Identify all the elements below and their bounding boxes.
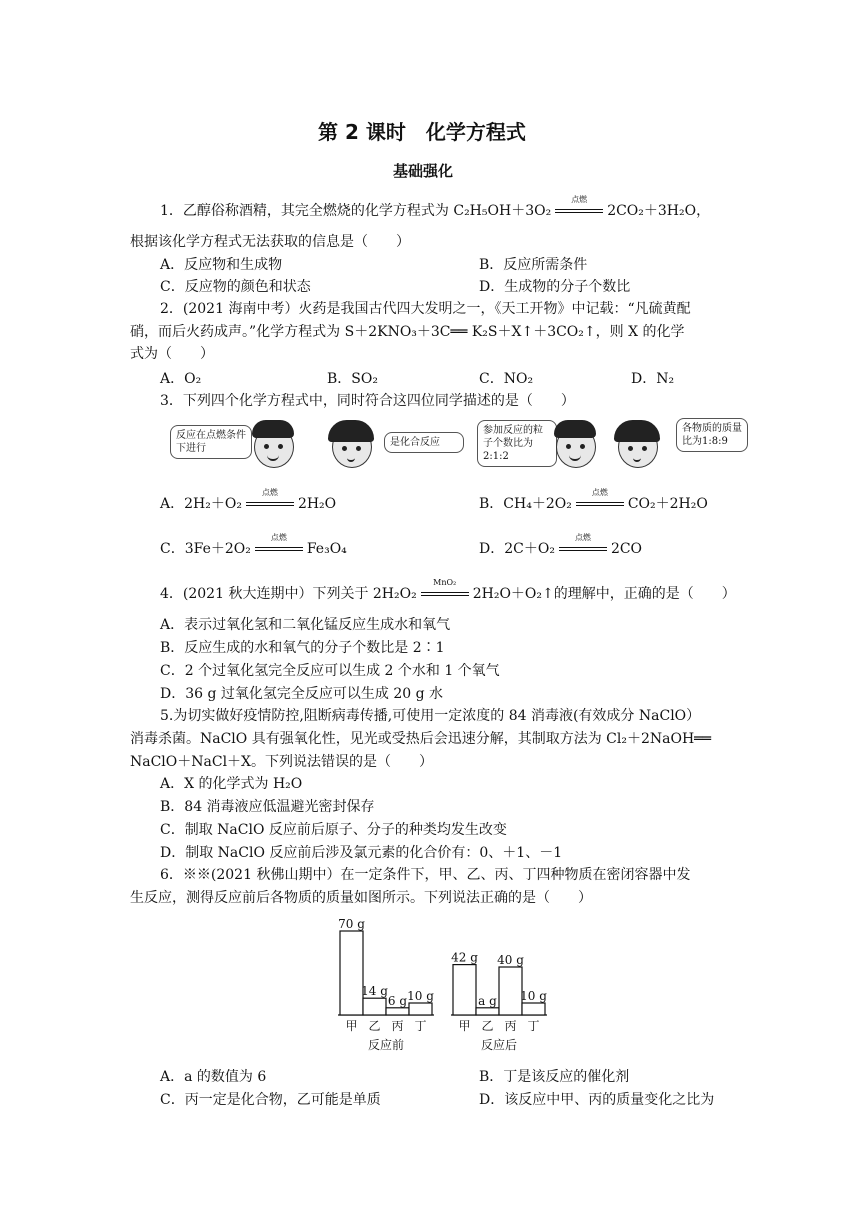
bar-after-3 [522, 1003, 545, 1015]
q1-option-c[interactable]: C．反应物的颜色和状态 [160, 279, 311, 295]
student-1-icon [250, 418, 296, 470]
q5-option-c[interactable]: C．制取 NaClO 反应前后原子、分子的种类均发生改变 [160, 822, 507, 838]
bar-before-2 [386, 1008, 409, 1015]
bar-value-label: a g [478, 993, 497, 1008]
bar-value-label: 6 g [387, 993, 408, 1008]
student-4-icon [614, 418, 660, 470]
reaction-arrow: 点燃 [555, 204, 603, 218]
q6-option-c[interactable]: C．丙一定是化合物，乙可能是单质 [160, 1092, 381, 1108]
q3-bubble-1: 反应在点燃条件下进行 [170, 425, 252, 459]
q6-option-a[interactable]: A．a 的数值为 6 [160, 1069, 267, 1085]
category-label: 甲 [458, 1019, 471, 1033]
q5-option-d[interactable]: D．制取 NaClO 反应前后涉及氯元素的化合价有：0、＋1、－1 [160, 845, 563, 861]
q2-stem-line3: 式为（ ） [130, 346, 214, 362]
bar-after-2 [499, 967, 522, 1015]
reaction-arrow: 点燃 [576, 497, 624, 511]
bar-before-1 [363, 998, 386, 1015]
reaction-arrow: 点燃 [255, 542, 303, 556]
bar-before-0 [340, 931, 363, 1015]
q6-option-b[interactable]: B．丁是该反应的催化剂 [479, 1069, 630, 1085]
q4-option-d[interactable]: D．36 g 过氧化氢完全反应可以生成 20 g 水 [160, 686, 444, 702]
page-title: 第 2 课时 化学方程式 [318, 120, 526, 144]
q2-option-d[interactable]: D．N₂ [631, 371, 675, 387]
q3-option-c[interactable]: C．3Fe＋2O₂ 点燃 Fe₃O₄ [160, 533, 347, 557]
q2-option-b[interactable]: B．SO₂ [327, 371, 378, 387]
category-label: 甲 [345, 1019, 358, 1033]
q6-stem-line1: 6．※※(2021 秋佛山期中）在一定条件下，甲、乙、丙、丁四种物质在密闭容器中发 [160, 867, 691, 883]
q1-stem-left: 1．乙醇俗称酒精，其完全燃烧的化学方程式为 C₂H₅OH＋3O₂ [160, 203, 552, 219]
bar-after-0 [453, 965, 476, 1015]
q6-bar-charts [320, 915, 570, 1060]
q3-bubble-4: 各物质的质量比为1:8:9 [676, 418, 748, 452]
q1-option-d[interactable]: D．生成物的分子个数比 [479, 279, 631, 295]
reaction-arrow: 点燃 [246, 497, 294, 511]
bar-value-label: 70 g [338, 917, 365, 931]
bar-after-1 [476, 1008, 499, 1015]
q3-stem: 3．下列四个化学方程式中，同时符合这四位同学描述的是（ ） [160, 393, 575, 409]
q2-stem-line1: 2．(2021 海南中考）火药是我国古代四大发明之一，《天工开物》中记载：“凡硫黄配 [160, 301, 691, 317]
q2-option-c[interactable]: C．NO₂ [479, 371, 534, 387]
q4-stem: 4．(2021 秋大连期中）下列关于 2H₂O₂ MnO₂ 2H₂O＋O₂↑的理解中，正确的是（ ） [160, 578, 736, 602]
chart-title: 反应前 [367, 1038, 405, 1052]
q5-option-a[interactable]: A．X 的化学式为 H₂O [160, 776, 303, 792]
category-label: 乙 [481, 1019, 494, 1033]
section-title: 基础强化 [393, 162, 454, 180]
category-label: 乙 [368, 1019, 381, 1033]
category-label: 丁 [527, 1019, 540, 1033]
q4-option-c[interactable]: C．2 个过氧化氢完全反应可以生成 2 个水和 1 个氧气 [160, 663, 500, 679]
q1-stem-line1 [160, 195, 711, 221]
bar-value-label: 10 g [520, 989, 547, 1003]
q6-option-d[interactable]: D．该反应中甲、丙的质量变化之比为 [479, 1092, 715, 1108]
student-2-icon [328, 418, 374, 470]
bar-before-3 [409, 1003, 432, 1015]
category-label: 丙 [504, 1019, 517, 1033]
bar-value-label: 40 g [497, 953, 524, 967]
q2-option-a[interactable]: A．O₂ [160, 371, 202, 387]
student-3-icon [552, 418, 598, 470]
category-label: 丁 [414, 1019, 427, 1033]
bar-value-label: 42 g [451, 950, 478, 965]
q4-option-b[interactable]: B．反应生成的水和氧气的分子个数比是 2∶1 [160, 640, 445, 656]
q1-stem-right: 2CO₂＋3H₂O， [607, 203, 711, 219]
q3-bubble-3: 参加反应的粒子个数比为2:1:2 [477, 420, 557, 467]
q3-bubble-2: 是化合反应 [384, 432, 464, 453]
q1-option-b[interactable]: B．反应所需条件 [479, 257, 588, 273]
chart-title: 反应后 [480, 1038, 518, 1052]
q3-option-b[interactable]: B．CH₄＋2O₂ 点燃 CO₂＋2H₂O [479, 488, 708, 512]
bar-value-label: 10 g [407, 989, 434, 1003]
q5-stem-line1: 5.为切实做好疫情防控,阻断病毒传播,可使用一定浓度的 84 消毒液(有效成分 NaClO） [160, 708, 701, 724]
q4-option-a[interactable]: A．表示过氧化氢和二氧化锰反应生成水和氧气 [160, 617, 451, 633]
q3-option-a[interactable]: A．2H₂＋O₂ 点燃 2H₂O [160, 488, 337, 512]
q2-stem-line2: 硝，而后火药成声。”化学方程式为 S＋2KNO₃＋3C══ K₂S＋X↑＋3CO₂↑，则 X 的化学 [130, 324, 685, 340]
q6-stem-line2: 生反应，测得反应前后各物质的质量如图所示。下列说法正确的是（ ） [130, 890, 592, 906]
reaction-arrow: 点燃 [559, 542, 607, 556]
q5-stem-line2: 消毒杀菌。NaClO 具有强氧化性，见光或受热后会迅速分解，其制取方法为 Cl₂＋2NaOH══ [130, 731, 712, 747]
category-label: 丙 [391, 1019, 404, 1033]
q1-option-a[interactable]: A．反应物和生成物 [160, 257, 283, 273]
q3-option-d[interactable]: D．2C＋O₂ 点燃 2CO [479, 533, 643, 557]
q5-stem-line3: NaClO＋NaCl＋X。下列说法错误的是（ ） [130, 754, 434, 770]
q5-option-b[interactable]: B．84 消毒液应低温避光密封保存 [160, 799, 375, 815]
q1-stem-line2: 根据该化学方程式无法获取的信息是（ ） [130, 234, 410, 250]
bar-value-label: 14 g [361, 984, 388, 999]
reaction-arrow: MnO₂ [421, 587, 469, 601]
